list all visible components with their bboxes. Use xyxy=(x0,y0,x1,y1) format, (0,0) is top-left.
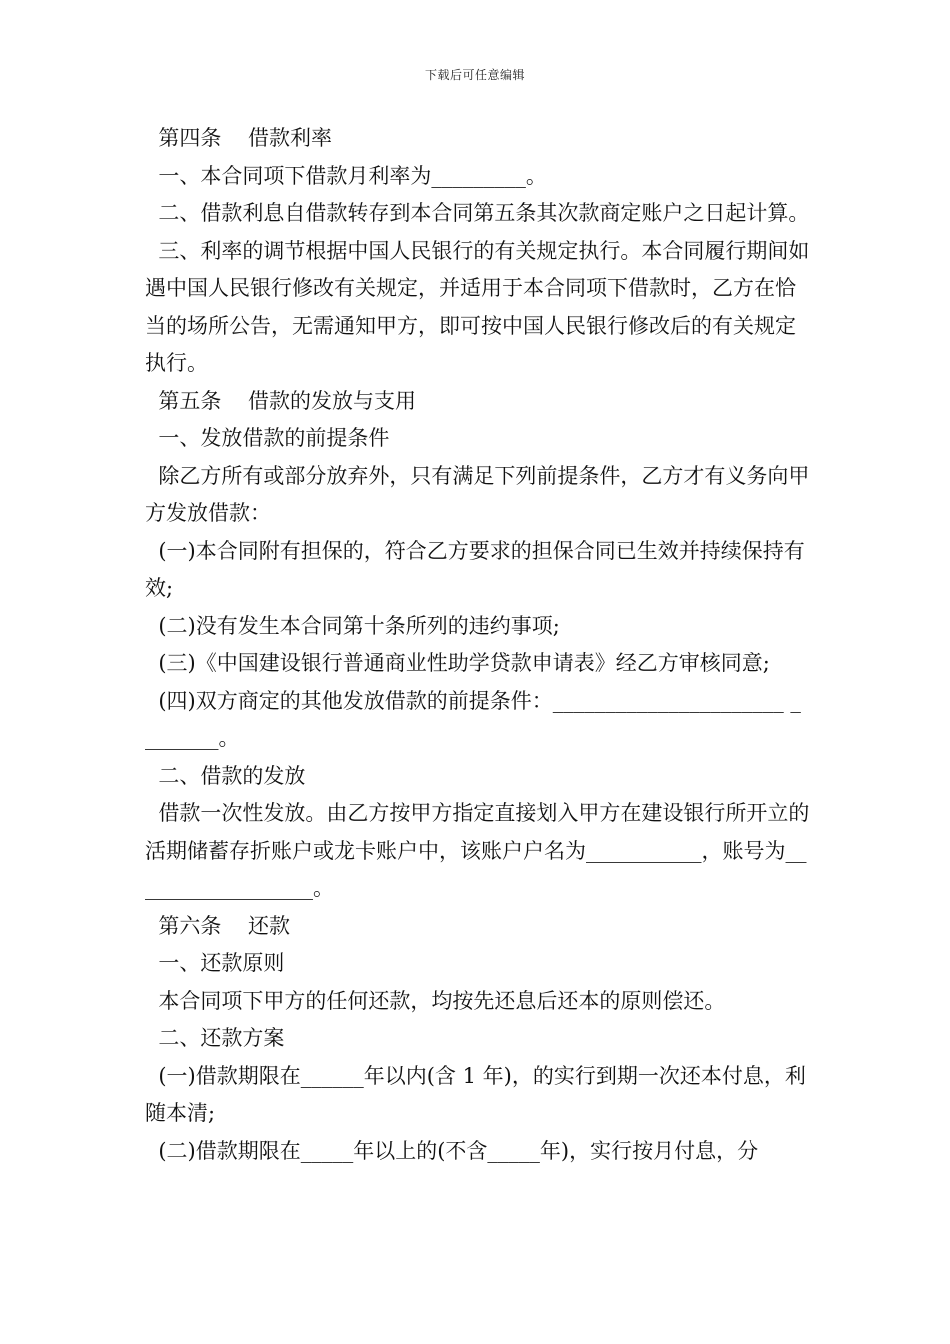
header-note: 下载后可任意编辑 xyxy=(424,68,525,82)
paragraph-rate-adjustment: 三、利率的调节根据中国人民银行的有关规定执行。本合同履行期间如遇中国人民银行修改有关规定，并适用于本合同项下借款时，乙方在恰当的场所公告，无需通知甲方，即可按中国人民银行修改后的有关规定执行。 xyxy=(145,238,810,375)
article-4-heading: 第四条 借款利率 xyxy=(145,126,333,150)
paragraph-disbursement-heading: 二、借款的发放 xyxy=(145,763,306,788)
paragraph-repayment-principle-heading: 一、还款原则 xyxy=(145,951,285,975)
paragraph-disbursement: 借款一次性发放。由乙方按甲方指定直接划入甲方在建设银行所开立的活期储蓄存折账户或龙卡账户中，该账户户名为___________，账号为__________________。 xyxy=(145,801,810,900)
list-item-1: (一)本合同附有担保的，符合乙方要求的担保合同已生效并持续保持有效; xyxy=(145,538,805,600)
paragraph-interest-start: 二、借款利息自借款转存到本合同第五条其次款商定账户之日起计算。 xyxy=(145,201,810,225)
paragraph-preconditions-intro: 除乙方所有或部分放弃外，只有满足下列前提条件，乙方才有义务向甲方发放借款： xyxy=(145,463,810,525)
article-6-heading: 第六条 还款 xyxy=(145,913,291,938)
document-body xyxy=(145,120,810,1170)
paragraph-repayment-principle: 本合同项下甲方的任何还款，均按先还息后还本的原则偿还。 xyxy=(145,988,726,1013)
paragraph-preconditions-heading: 一、发放借款的前提条件 xyxy=(145,426,390,450)
paragraph-repayment-plan-heading: 二、还款方案 xyxy=(145,1026,285,1050)
list-item-3: (三)《中国建设银行普通商业性助学贷款申请表》经乙方审核同意; xyxy=(145,651,770,675)
paragraph-monthly-rate: 一、本合同项下借款月利率为_________。 xyxy=(145,163,547,188)
list-item-2: (二)没有发生本合同第十条所列的违约事项; xyxy=(145,613,560,638)
article-5-heading: 第五条 借款的发放与支用 xyxy=(145,388,417,413)
repayment-item-1: (一)借款期限在______年以内(含 1 年)，的实行到期一次还本付息，利随本清; xyxy=(145,1063,806,1125)
list-item-4: (四)双方商定的其他发放借款的前提条件：______________________ ________。 xyxy=(145,688,801,750)
repayment-item-2: (二)借款期限在_____年以上的(不含_____年)，实行按月付息，分 xyxy=(145,1138,759,1163)
